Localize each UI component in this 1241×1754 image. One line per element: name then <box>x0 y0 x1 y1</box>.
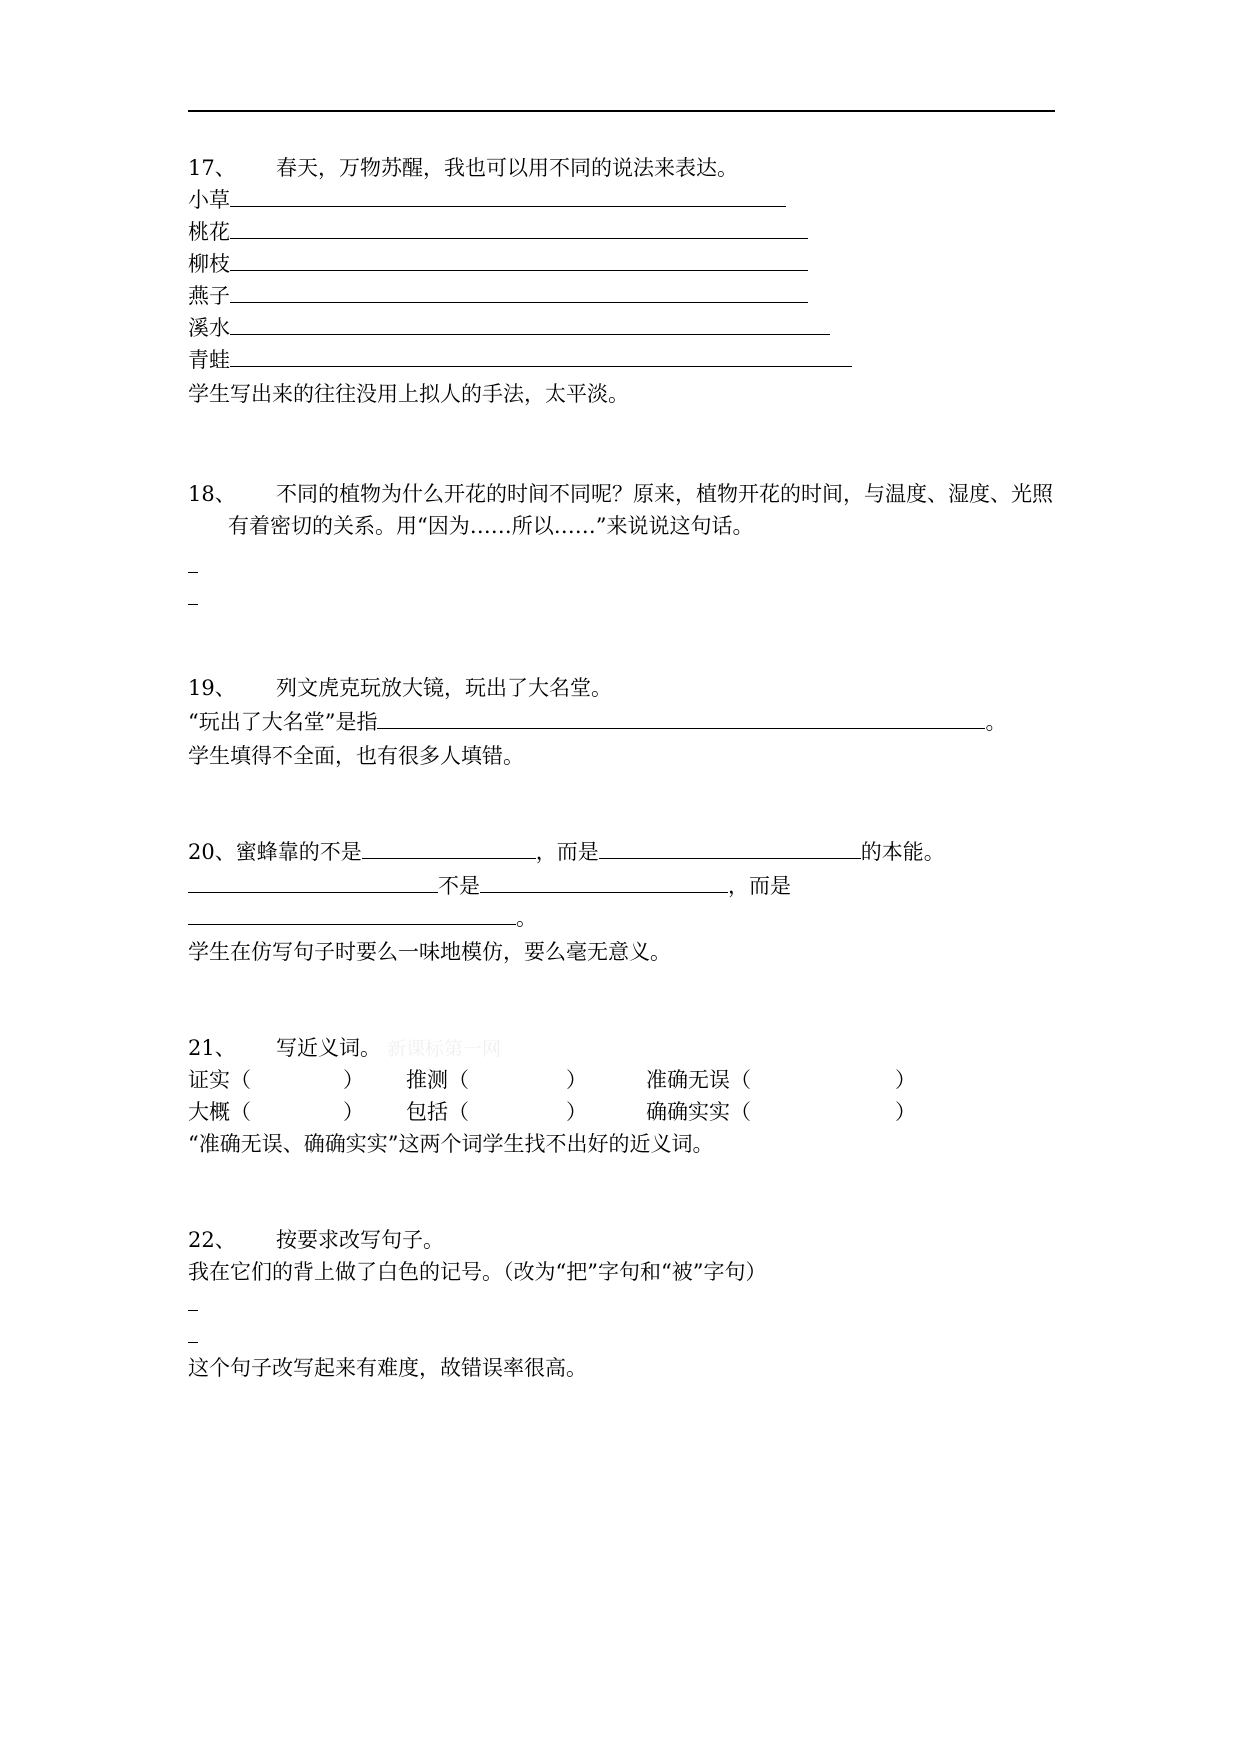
q22-answer-line <box>188 1322 198 1350</box>
header-rule <box>188 110 1055 112</box>
answer-blank[interactable] <box>188 1292 198 1311</box>
synonym-word: 推测（ <box>406 1068 469 1092</box>
q19-note: 学生填得不全面，也有很多人填错。 <box>188 744 524 768</box>
q20-line1-b: ，而是 <box>535 840 599 864</box>
synonym-word: 证实（ <box>188 1068 251 1092</box>
q17-item-row <box>188 282 808 310</box>
answer-blank[interactable] <box>599 838 861 859</box>
q18-answer-line <box>188 584 198 612</box>
q21-prompt: 写近义词。 <box>276 1036 381 1060</box>
answer-blank[interactable] <box>188 872 438 893</box>
q19-fill-suffix: 。 <box>985 710 1007 734</box>
synonym-close: ） <box>895 1100 916 1124</box>
q17-item-label: 溪水 <box>188 316 230 340</box>
answer-blank[interactable] <box>188 586 198 605</box>
q17-number: 17、 <box>188 156 236 180</box>
q20-line2 <box>188 872 791 900</box>
answer-blank[interactable] <box>188 1324 198 1343</box>
q22-note: 这个句子改写起来有难度，故错误率很高。 <box>188 1356 587 1380</box>
q22-answer-line <box>188 1290 198 1318</box>
q17-item-label: 柳枝 <box>188 252 230 276</box>
synonym-word: 包括（ <box>406 1100 469 1124</box>
q17-prompt: 春天，万物苏醒，我也可以用不同的说法来表达。 <box>276 156 738 180</box>
q17-item-row <box>188 186 786 214</box>
answer-blank[interactable] <box>230 282 808 303</box>
q17-item-row <box>188 314 830 342</box>
q18-answer-line <box>188 552 198 580</box>
q20-line2-c: ，而是 <box>728 874 791 898</box>
answer-blank[interactable] <box>230 314 830 335</box>
q18-number: 18、 <box>188 482 236 506</box>
answer-blank[interactable] <box>230 218 808 239</box>
q20-line3 <box>188 904 537 932</box>
watermark: 新课标第一网 <box>387 1038 502 1060</box>
synonym-word: 大概（ <box>188 1100 251 1124</box>
q20-line3-end: 。 <box>516 906 537 930</box>
synonym-word: 确确实实（ <box>646 1100 751 1124</box>
synonym-word: 准确无误（ <box>646 1068 751 1092</box>
q18-prompt-line2: 有着密切的关系。用“因为……所以……”来说说这句话。 <box>228 514 754 538</box>
q17-item-row <box>188 218 808 246</box>
q17-note: 学生写出来的往往没用上拟人的手法，太平淡。 <box>188 382 629 406</box>
synonym-close: ） <box>566 1068 587 1092</box>
q21-note: “准确无误、确确实实”这两个词学生找不出好的近义词。 <box>188 1132 714 1156</box>
q19-prompt: 列文虎克玩放大镜，玩出了大名堂。 <box>276 676 612 700</box>
q19-fill-prefix: “玩出了大名堂”是指 <box>188 710 378 734</box>
q20-note: 学生在仿写句子时要么一味地模仿，要么毫无意义。 <box>188 940 671 964</box>
q17-heading <box>188 154 738 182</box>
q20-line1-a: 20、蜜蜂靠的不是 <box>188 840 362 864</box>
synonym-close: ） <box>895 1068 916 1092</box>
q19-fill-row <box>188 708 1006 736</box>
q20-line2-b: 不是 <box>438 874 480 898</box>
synonym-close: ） <box>343 1100 364 1124</box>
answer-blank[interactable] <box>230 346 852 367</box>
q17-item-row <box>188 346 852 374</box>
answer-blank[interactable] <box>230 250 808 271</box>
synonym-close: ） <box>566 1100 587 1124</box>
answer-blank[interactable] <box>188 554 198 573</box>
q19-number: 19、 <box>188 676 236 700</box>
answer-blank[interactable] <box>362 838 536 859</box>
synonym-close: ） <box>343 1068 364 1092</box>
q22-prompt: 按要求改写句子。 <box>276 1228 444 1252</box>
q21-heading <box>188 1034 501 1062</box>
q17-item-label: 桃花 <box>188 220 230 244</box>
q17-item-label: 燕子 <box>188 284 230 308</box>
q20-line1 <box>188 838 945 866</box>
q22-number: 22、 <box>188 1228 236 1252</box>
answer-blank[interactable] <box>188 904 516 925</box>
answer-blank[interactable] <box>480 872 728 893</box>
q22-heading <box>188 1226 444 1254</box>
answer-blank[interactable] <box>230 186 786 207</box>
q19-heading <box>188 674 612 702</box>
q17-item-label: 青蛙 <box>188 348 230 372</box>
q17-item-label: 小草 <box>188 188 230 212</box>
q20-line1-c: 的本能。 <box>860 840 945 864</box>
q17-item-row <box>188 250 808 278</box>
q18-heading <box>188 480 1053 508</box>
answer-blank[interactable] <box>377 708 985 729</box>
q18-prompt-line1: 不同的植物为什么开花的时间不同呢？原来，植物开花的时间，与温度、湿度、光照 <box>276 482 1053 506</box>
q22-sentence: 我在它们的背上做了白色的记号。（改为“把”字句和“被”字句） <box>188 1260 767 1284</box>
q21-number: 21、 <box>188 1036 236 1060</box>
